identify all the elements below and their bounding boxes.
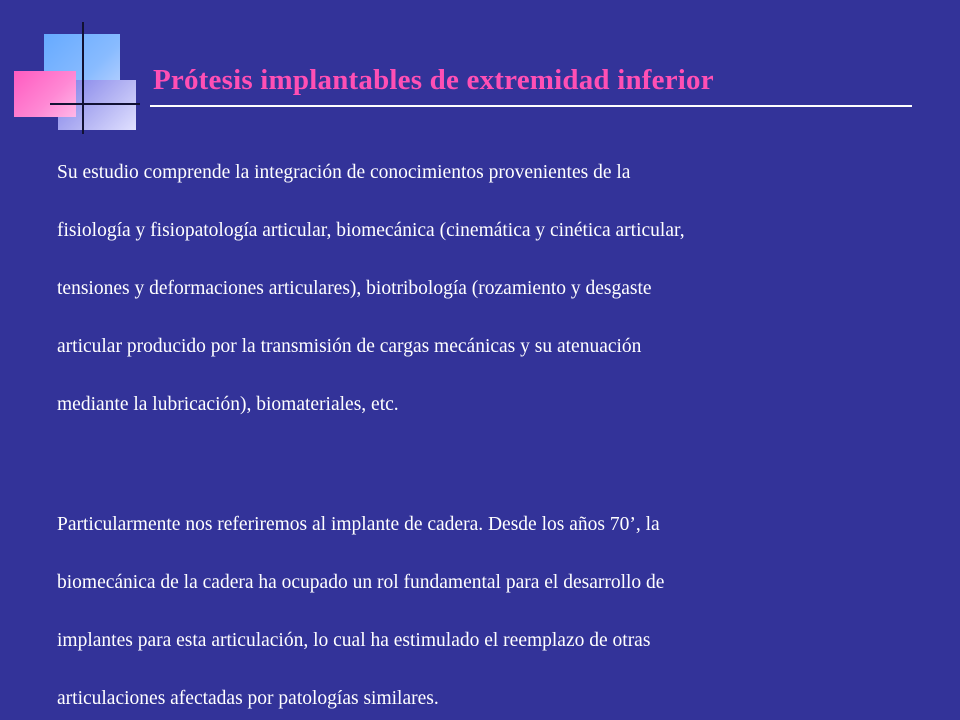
text-line: Particularmente nos referiremos al implante de cadera. Desde los años 70’, la	[57, 514, 660, 535]
text-line: articulaciones afectadas por patologías similares.	[57, 688, 439, 709]
decorative-vertical-line	[82, 22, 84, 134]
text-line: tensiones y deformaciones articulares), biotribología (rozamiento y desgaste	[57, 278, 652, 299]
title-underline	[150, 105, 912, 107]
paragraph-study-scope	[57, 162, 927, 452]
paragraph-hip-implant	[57, 514, 927, 720]
slide-title: Prótesis implantables de extremidad inferior	[153, 64, 714, 96]
text-line: mediante la lubricación), biomateriales, etc.	[57, 394, 399, 415]
text-line: fisiología y fisiopatología articular, biomecánica (cinemática y cinética articular,	[57, 220, 685, 241]
decorative-horizontal-line	[50, 103, 140, 105]
text-line: implantes para esta articulación, lo cual ha estimulado el reemplazo de otras	[57, 630, 651, 651]
text-line: articular producido por la transmisión de cargas mecánicas y su atenuación	[57, 336, 642, 357]
text-line: biomecánica de la cadera ha ocupado un rol fundamental para el desarrollo de	[57, 572, 665, 593]
text-line: Su estudio comprende la integración de conocimientos provenientes de la	[57, 162, 631, 183]
decorative-pink-square	[14, 71, 76, 117]
